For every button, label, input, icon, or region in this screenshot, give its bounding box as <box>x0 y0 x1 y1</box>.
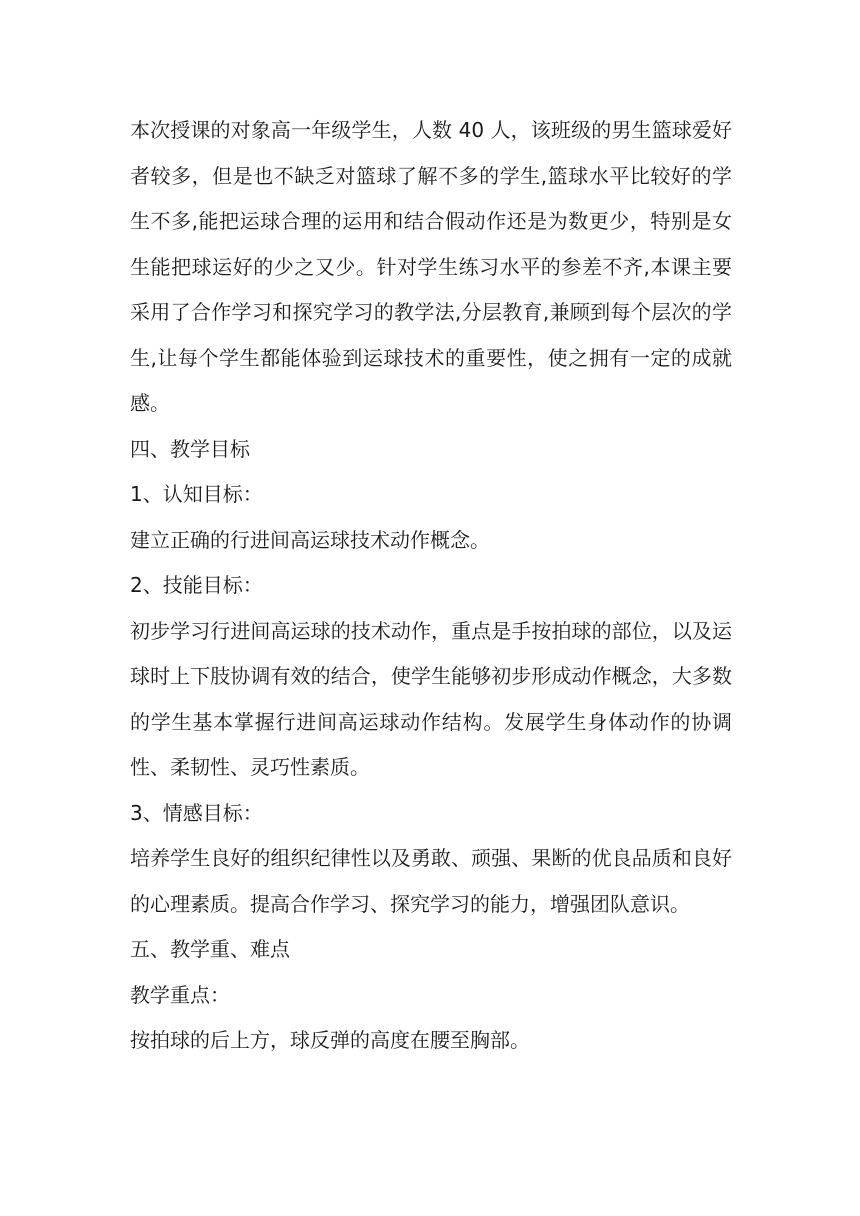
teaching-focus-paragraph: 按拍球的后上方，球反弹的高度在腰至胸部。 <box>130 1028 530 1052</box>
section-heading-teaching-objectives: 四、教学目标 <box>130 436 250 461</box>
subheading-affective-objective: 3、情感目标： <box>130 800 263 825</box>
subheading-teaching-focus: 教学重点： <box>130 982 230 1007</box>
subheading-skill-objective: 2、技能目标： <box>130 573 263 597</box>
skill-objective-paragraph: 初步学习行进间高运球的技术动作，重点是手按拍球的部位，以及运球时上下肢协调有效的结合，使学生能够初步形成动作概念，大多数的学生基本掌握行进间高运球动作结构。发展学生身体动作的协调性、柔韧性、灵巧性素质。 <box>130 618 732 779</box>
subheading-cognitive-objective: 1、认知目标： <box>130 482 263 506</box>
section-heading-key-difficult-points: 五、教学重、难点 <box>130 937 290 961</box>
cognitive-objective-paragraph: 建立正确的行进间高运球技术动作概念。 <box>130 527 490 552</box>
document-body <box>130 108 732 1064</box>
student-analysis-paragraph: 本次授课的对象高一年级学生，人数 40 人，该班级的男生篮球爱好者较多，但是也不缺乏对篮球了解不多的学生,篮球水平比较好的学生不多,能把运球合理的运用和结合假动作还是为数更少，特别是女生能把球运好的少之又少。针对学生练习水平的参差不齐,本课主要采用了合作学习和探究学习的教学法,分层教育,兼顾到每个层次的学生,让每个学生都能体验到运球技术的重要性，使之拥有一定的成就感。 <box>130 118 732 415</box>
affective-objective-paragraph: 培养学生良好的组织纪律性以及勇敢、顽强、果断的优良品质和良好的心理素质。提高合作学习、探究学习的能力，增强团队意识。 <box>130 846 732 916</box>
